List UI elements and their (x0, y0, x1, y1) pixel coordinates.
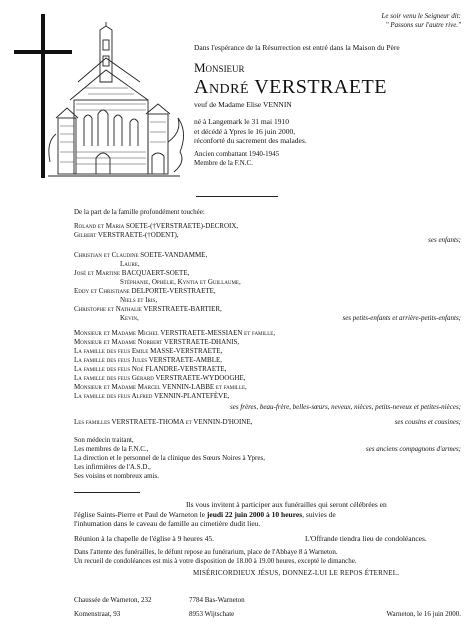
notice (74, 548, 357, 566)
funeral-line: l'église Saints-Pierre et Paul de Warneton le jeudi 22 juin 2000 à 10 heures, suivies de (74, 509, 336, 519)
title: Monsieur (194, 60, 245, 75)
address-street-2: Komenstraat, 93 (74, 610, 121, 618)
list-item: Monsieur et Madame Marcel VENNIN-LABBE et famille, (74, 383, 247, 391)
notice-line: Un recueil de condoléances est mis à votre disposition de 18.00 à 19.00 heures, excepté le dimanche. (74, 557, 357, 565)
list-item: La famille des feus Gérard VERSTRAETE-WYDOOGHE, (74, 374, 246, 382)
bio-line: et décédé à Ypres le 16 juin 2000, (194, 126, 296, 136)
divider (74, 492, 140, 493)
list-item: Monsieur et Madame Michel VERSTRAETE-MESSIAEN et famille, (74, 329, 276, 337)
veteran (194, 150, 279, 168)
list-item: José et Martine BACQUAERT-SOETE, (74, 269, 190, 277)
list-item: Les infirmières de l'A.S.D., (74, 463, 151, 471)
list-item: Kevin, (120, 314, 139, 322)
funeral-invitation (74, 500, 461, 529)
bio-line: réconforté du sacrement des malades. (194, 136, 307, 145)
children-label: ses enfants; (428, 236, 461, 244)
divider (196, 196, 278, 197)
relatives-label: ses frères, beau-frère, belles-sœurs, neveux, nièces, petits-neveux et petites-nièces; (230, 403, 461, 411)
offering: L'Offrande tiendra lieu de condoléances. (305, 534, 427, 543)
list-item: La famille des feus Jules VERSTRAETE-AMBLE, (74, 356, 223, 364)
relatives-list (74, 329, 275, 401)
epigraph-line-1: Le soir venu le Seigneur dit: (381, 12, 461, 20)
list-item: La direction et le personnel de la clinique des Sœurs Noires à Ypres, (74, 454, 265, 462)
list-item: Laure, (120, 260, 140, 268)
list-item: Ses voisins et nombreux amis. (74, 472, 159, 480)
children-list (74, 222, 238, 240)
grandchildren-list (74, 251, 241, 323)
list-item: La famille des feus Alfred VENNIN-PLANTEFÈVE, (74, 392, 230, 400)
intro-text: Dans l'espérance de la Résurrection est entré dans la Maison du Père (194, 43, 400, 52)
bio (194, 117, 307, 146)
bio-line: né à Langemark le 31 mai 1910 (194, 117, 289, 126)
list-item: Gilbert VERSTRAETE-(†ODENT), (74, 231, 179, 239)
list-item: Son médecin traitant, (74, 436, 134, 444)
list-item: Les membres de la F.N.C., (74, 445, 149, 453)
funeral-line: Ils vous invitent à participer aux funérailles qui seront célébrées en (186, 500, 387, 509)
veteran-line: Ancien combattant 1940-1945 (194, 150, 280, 158)
cousins-label: ses cousins et cousines; (394, 418, 461, 426)
list-item: Eddy et Christiane DELPORTE-VERSTRAETE, (74, 287, 216, 295)
spouse: veuf de Madame Elise VENNIN (194, 100, 292, 109)
veteran-line: Membre de la F.N.C. (194, 159, 253, 167)
list-item: Roland et Maria SOETE-(†VERSTRAETE)-DECROIX, (74, 222, 239, 230)
cousins: Les familles VERSTRAETE-THOMA et VENNIN-D'HOINE, (74, 418, 253, 426)
prayer: MISÉRICORDIEUX JÉSUS, DONNEZ-LUI LE REPOS ÉTERNEL. (193, 569, 400, 577)
funeral-line: l'inhumation dans le caveau de famille au cimetière dudit lieu. (74, 519, 261, 528)
list-item: Christian et Claudine SOETE-VANDAMME, (74, 251, 208, 259)
gathering: Réunion à la chapelle de l'église à 9 heures 45. (74, 534, 215, 543)
list-item: La famille des feus Emile MASSE-VERSTRAETE, (74, 347, 223, 355)
epigraph (381, 12, 461, 30)
funeral-date: jeudi 22 juin 2000 à 10 heures (206, 509, 303, 519)
address-city-1: 7784 Bas-Warneton (189, 596, 245, 604)
address-city-2: 8953 Wijtschate (189, 610, 235, 618)
list-item: Christophe et Nathalie VERSTRAETE-BARTIER, (74, 305, 222, 313)
epigraph-line-2: " Passons sur l'autre rive." (385, 21, 461, 29)
last-name: VERSTRAETE (254, 76, 387, 98)
list-item: La famille des feus Noé FLANDRE-VERSTRAETE, (74, 365, 227, 373)
list-item: Stéphanie, Ophélie, Kyntia et Guillaume, (120, 278, 241, 286)
signoff: Warneton, le 16 juin 2000. (386, 610, 461, 618)
church-illustration (48, 22, 190, 184)
address-street-1: Chaussée de Warneton, 232 (74, 596, 152, 604)
notice-line: Dans l'attente des funérailles, le défunt repose au funérarium, place de l'Abbaye 8 à Warneton. (74, 548, 338, 556)
carers-label: ses anciens compagnons d'armes; (365, 445, 461, 453)
deceased-name (194, 76, 387, 98)
list-item: Monsieur et Madame Norbert VERSTRAETE-DHANIS, (74, 338, 240, 346)
carers-list (74, 436, 265, 481)
grandchildren-label: ses petits-enfants et arrière-petits-enfants; (342, 314, 461, 322)
family-intro: De la part de la famille profondément touchée: (74, 208, 205, 216)
list-item: Niels et Iris, (120, 296, 158, 304)
first-name: André (194, 76, 250, 98)
